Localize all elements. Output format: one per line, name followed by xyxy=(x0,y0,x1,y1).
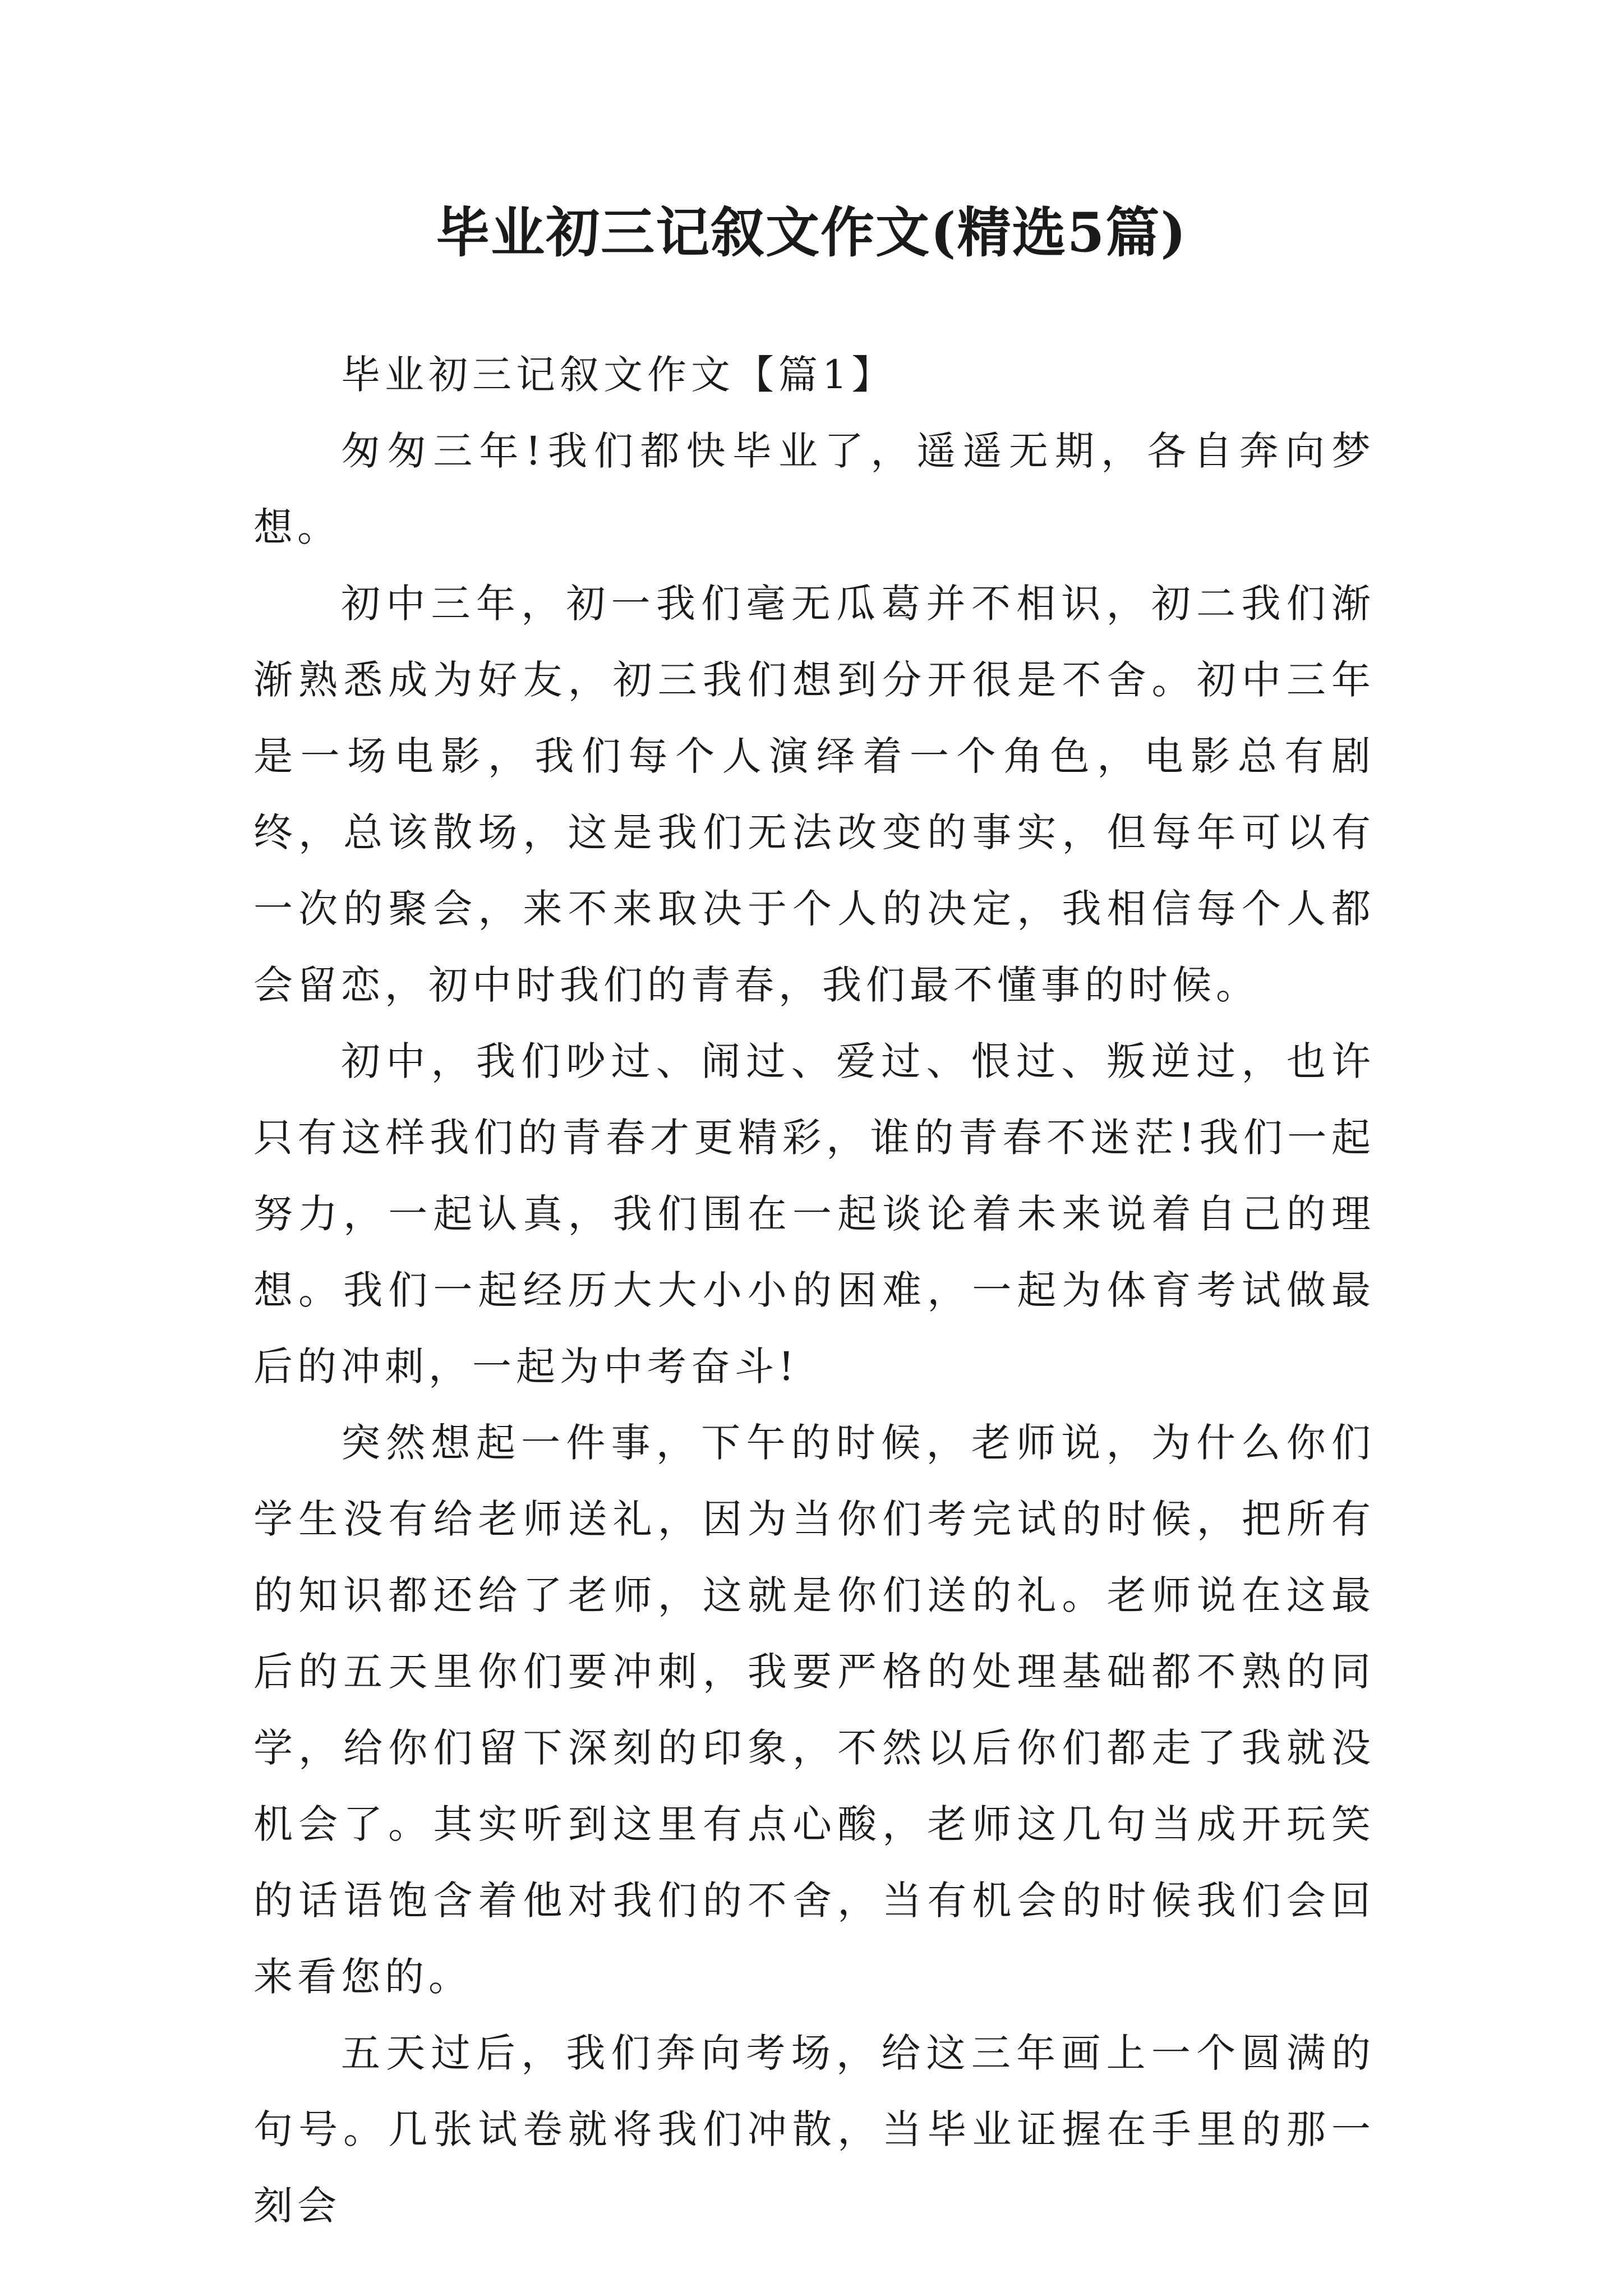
document-title: 毕业初三记叙文作文(精选5篇) xyxy=(436,201,1187,264)
section-heading: 毕业初三记叙文作文【篇1】 xyxy=(341,352,896,398)
paragraph: 初中，我们吵过、闹过、爱过、恨过、叛逆过，也许只有这样我们的青春才更精彩，谁的青春不迷茫!我们一起努力，一起认真，我们围在一起谈论着未来说着自己的理想。我们一起经历大大小小的困难，一起为体育考试做最后的冲刺，一起为中考奋斗! xyxy=(253,1038,1375,1389)
paragraph: 五天过后，我们奔向考场，给这三年画上一个圆满的句号。几张试卷就将我们冲散，当毕业证握在手里的那一刻会 xyxy=(253,2030,1375,2229)
paragraph: 匆匆三年!我们都快毕业了，遥遥无期，各自奔向梦想。 xyxy=(253,428,1375,550)
paragraph: 突然想起一件事，下午的时候，老师说，为什么你们学生没有给老师送礼，因为当你们考完试的时候，把所有的知识都还给了老师，这就是你们送的礼。老师说在这最后的五天里你们要冲刺，我要严格的处理基础都不熟的同学，给你们留下深刻的印象，不然以后你们都走了我就没机会了。其实听到这里有点心酸，老师这几句当成开玩笑的话语饱含着他对我们的不舍，当有机会的时候我们会回来看您的。 xyxy=(253,1420,1375,2000)
document-body xyxy=(253,337,1375,2244)
paragraph: 初中三年，初一我们毫无瓜葛并不相识，初二我们渐渐熟悉成为好友，初三我们想到分开很是不舍。初中三年是一场电影，我们每个人演绎着一个角色，电影总有剧终，总该散场，这是我们无法改变的事实，但每年可以有一次的聚会，来不来取决于个人的决定，我相信每个人都会留恋，初中时我们的青春，我们最不懂事的时候。 xyxy=(253,581,1375,1008)
